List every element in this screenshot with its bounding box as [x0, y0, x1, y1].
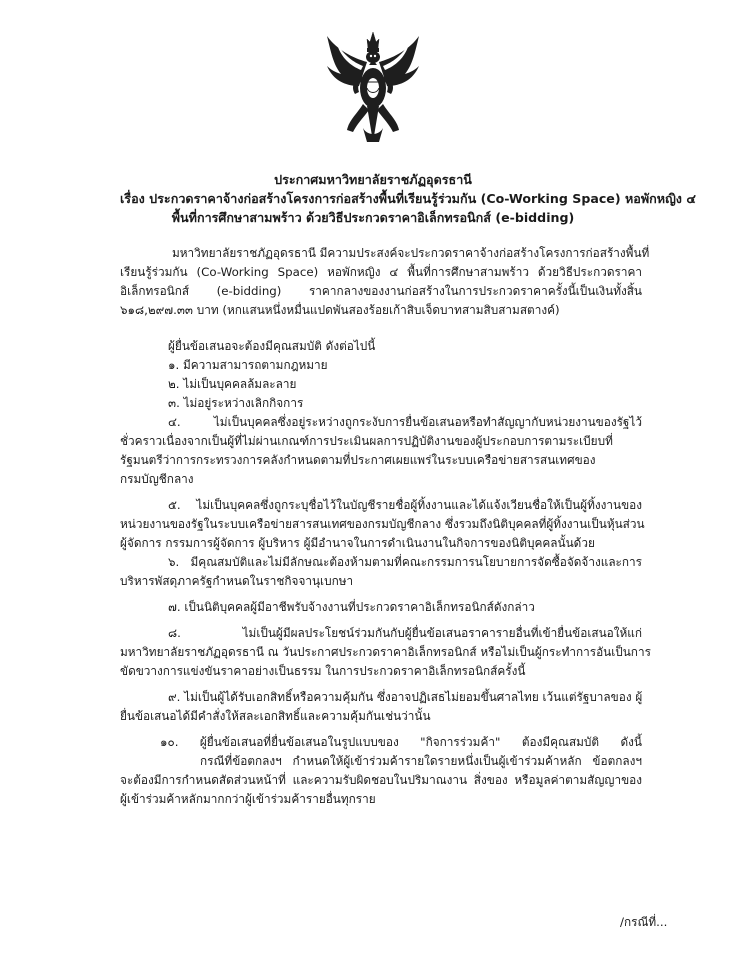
qualification-3: ๓. ไม่อยู่ระหว่างเลิกกิจการ — [168, 396, 304, 410]
qualifications-intro: ผู้ยื่นข้อเสนอจะต้องมีคุณสมบัติ ดังต่อไปนี้ — [168, 339, 376, 353]
qualification-10-line-3: จะต้องมีการกำหนดสัดส่วนหน้าที่ และความรับผิดชอบในปริมาณงาน สิ่งของ หรือมูลค่าตามสัญญาของ — [120, 773, 642, 787]
announcement-title: ประกาศมหาวิทยาลัยราชภัฏอุดรธานี — [274, 172, 472, 187]
qualification-4-line-3: รัฐมนตรีว่าการกระทรวงการคลังกำหนดตามที่ประกาศเผยแพร่ในระบบเครือข่ายสารสนเทศของ — [120, 453, 596, 467]
intro-line-4: ๖๑๘,๒๙๗.๓๓ บาท (หกแสนหนึ่งหมื่นแปดพันสองร้อยเก้าสิบเจ็ดบาทสามสิบสามสตางค์) — [120, 303, 560, 317]
qualification-8-line-3: ขัดขวางการแข่งขันราคาอย่างเป็นธรรม ในการประกวดราคาอิเล็กทรอนิกส์ครั้งนี้ — [120, 664, 526, 678]
qualification-2: ๒. ไม่เป็นบุคคลล้มละลาย — [168, 377, 297, 391]
qualification-10-line-4: ผู้เข้าร่วมค้าหลักมากกว่าผู้เข้าร่วมค้ารายอื่นทุกราย — [120, 792, 376, 806]
qualification-4-line-4: กรมบัญชีกลาง — [120, 472, 194, 486]
continuation-marker: /กรณีที่... — [620, 915, 668, 929]
qualification-5-line-1: ๕. ไม่เป็นบุคคลซึ่งถูกระบุชื่อไว้ในบัญชีรายชื่อผู้ทิ้งงานและได้แจ้งเวียนชื่อให้เป็นผู้ทิ้งงานของ — [168, 498, 642, 512]
intro-line-1: มหาวิทยาลัยราชภัฏอุดรธานี มีความประสงค์จะประกวดราคาจ้างก่อสร้างโครงการก่อสร้างพื้นที่ — [172, 246, 650, 260]
intro-line-3: อิเล็กทรอนิกส์ (e-bidding) ราคากลางของงานก่อสร้างในการประกวดราคาครั้งนี้เป็นเงินทั้งสิ้น — [120, 284, 642, 298]
garuda-emblem-icon — [323, 30, 423, 148]
announcement-subject-continued: พื้นที่การศึกษาสามพร้าว ด้วยวิธีประกวดราคาอิเล็กทรอนิกส์ (e-bidding) — [171, 210, 575, 225]
qualification-4-line-2: ชั่วคราวเนื่องจากเป็นผู้ที่ไม่ผ่านเกณฑ์การประเมินผลการปฏิบัติงานของผู้ประกอบการตามระเบียบที่ — [120, 434, 613, 448]
qualification-9-line-2: ยื่นข้อเสนอได้มีคำสั่งให้สละเอกสิทธิ์และความคุ้มกันเช่นว่านั้น — [120, 709, 431, 723]
qualification-10-line-2: กรณีที่ข้อตกลงฯ กำหนดให้ผู้เข้าร่วมค้ารายใดรายหนึ่งเป็นผู้เข้าร่วมค้าหลัก ข้อตกลงฯ — [200, 754, 642, 768]
qualification-1: ๑. มีความสามารถตามกฎหมาย — [168, 358, 328, 372]
intro-line-2: เรียนรู้ร่วมกัน (Co-Working Space) หอพักหญิง ๔ พื้นที่การศึกษาสามพร้าว ด้วยวิธีประกวดราคา — [120, 265, 642, 279]
qualification-6-line-1: ๖. มีคุณสมบัติและไม่มีลักษณะต้องห้ามตามที่คณะกรรมการนโยบายการจัดซื้อจัดจ้างและการ — [168, 555, 642, 569]
qualification-10-line-1: ๑๐. ผู้ยื่นข้อเสนอที่ยื่นข้อเสนอในรูปแบบของ "กิจการร่วมค้า" ต้องมีคุณสมบัติ ดังนี้ — [160, 735, 642, 749]
qualification-7: ๗. เป็นนิติบุคคลผู้มีอาชีพรับจ้างงานที่ประกวดราคาอิเล็กทรอนิกส์ดังกล่าว — [168, 600, 535, 614]
qualification-5-line-3: ผู้จัดการ กรรมการผู้จัดการ ผู้บริหาร ผู้มีอำนาจในการดำเนินงานในกิจการของนิติบุคคลนั้นด้วย — [120, 536, 595, 550]
qualification-9-line-1: ๙. ไม่เป็นผู้ได้รับเอกสิทธิ์หรือความคุ้มกัน ซึ่งอาจปฏิเสธไม่ยอมขึ้นศาลไทย เว้นแต่รัฐบาลของ ผู้ — [168, 690, 643, 704]
qualification-8-line-1: ๘. ไม่เป็นผู้มีผลประโยชน์ร่วมกันกับผู้ยื่นข้อเสนอราคารายอื่นที่เข้ายื่นข้อเสนอให้แก่ — [168, 626, 642, 640]
qualification-6-line-2: บริหารพัสดุภาครัฐกำหนดในราชกิจจานุเบกษา — [120, 574, 354, 588]
qualification-8-line-2: มหาวิทยาลัยราชภัฏอุดรธานี ณ วันประกาศประกวดราคาอิเล็กทรอนิกส์ หรือไม่เป็นผู้กระทำการอันเป็นการ — [120, 645, 651, 659]
qualification-4-line-1: ๔. ไม่เป็นบุคคลซึ่งอยู่ระหว่างถูกระงับการยื่นข้อเสนอหรือทำสัญญากับหน่วยงานของรัฐไว้ — [168, 415, 642, 429]
qualification-5-line-2: หน่วยงานของรัฐในระบบเครือข่ายสารสนเทศของกรมบัญชีกลาง ซึ่งรวมถึงนิติบุคคลที่ผู้ทิ้งงานเป็นหุ้นส่วน — [120, 517, 645, 531]
announcement-subject: เรื่อง ประกวดราคาจ้างก่อสร้างโครงการก่อสร้างพื้นที่เรียนรู้ร่วมกัน (Co-Working Space) หอพักหญิง ๔ — [120, 191, 696, 206]
